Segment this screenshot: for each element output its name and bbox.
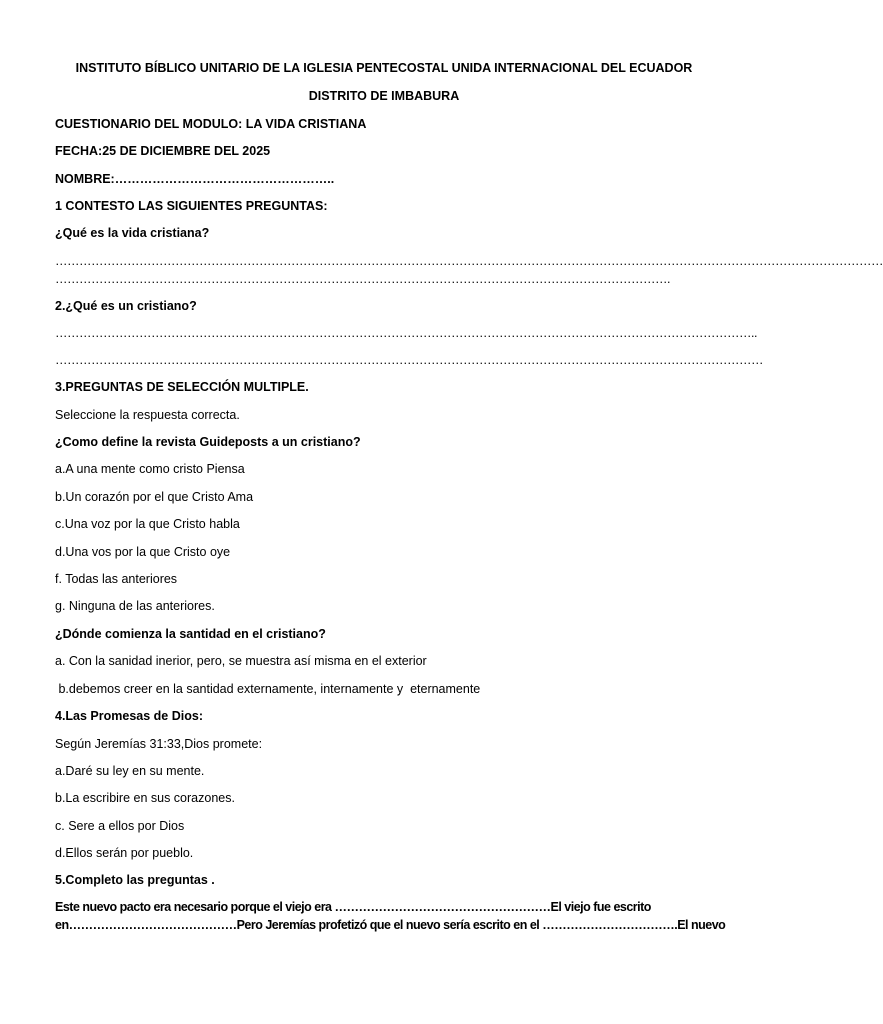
completion-line: Este nuevo pacto era necesario porque el viejo era ………………………………………………El viejo fue escrito bbox=[55, 900, 651, 914]
option-item: a.A una mente como cristo Piensa bbox=[55, 462, 245, 476]
section3-title: 3.PREGUNTAS DE SELECCIÓN MULTIPLE. bbox=[55, 380, 309, 394]
answer-line: ……………………………………………………………………………………………………………………………………………………………………………………… bbox=[55, 254, 883, 268]
option-item: b.debemos creer en la santidad externamente, internamente y eternamente bbox=[55, 682, 481, 696]
section4-intro: Según Jeremías 31:33,Dios promete: bbox=[55, 737, 263, 751]
name-field: NOMBRE:…………………………………………….. bbox=[55, 172, 335, 186]
section4-title: 4.Las Promesas de Dios: bbox=[55, 709, 203, 723]
district-title: DISTRITO DE IMBABURA bbox=[308, 89, 460, 103]
section1-title: 1 CONTESTO LAS SIGUIENTES PREGUNTAS: bbox=[55, 199, 328, 213]
option-item: c. Sere a ellos por Dios bbox=[55, 819, 185, 833]
completion-line: en……………………………………Pero Jeremías profetizó que el nuevo sería escrito en el …………………………….El nuevo bbox=[55, 918, 726, 932]
institution-title: INSTITUTO BÍBLICO UNITARIO DE LA IGLESIA PENTECOSTAL UNIDA INTERNACIONAL DEL ECUADOR bbox=[75, 61, 693, 75]
option-item: c.Una voz por la que Cristo habla bbox=[55, 517, 240, 531]
questionnaire-title: CUESTIONARIO DEL MODULO: LA VIDA CRISTIANA bbox=[55, 117, 367, 131]
option-item: a. Con la sanidad inerior, pero, se muestra así misma en el exterior bbox=[55, 654, 427, 668]
date-field: FECHA:25 DE DICIEMBRE DEL 2025 bbox=[55, 144, 271, 158]
question-guideposts: ¿Como define la revista Guideposts a un cristiano? bbox=[55, 435, 361, 449]
answer-line: ………………………………………………………………………………………………………………………………………………………….. bbox=[55, 326, 757, 340]
option-item: a.Daré su ley en su mente. bbox=[55, 764, 205, 778]
section5-title: 5.Completo las preguntas . bbox=[55, 873, 215, 887]
option-item: b.Un corazón por el que Cristo Ama bbox=[55, 490, 254, 504]
option-item: b.La escribire en sus corazones. bbox=[55, 791, 235, 805]
option-item: d.Ellos serán por pueblo. bbox=[55, 846, 194, 860]
section3-instruction: Seleccione la respuesta correcta. bbox=[55, 408, 240, 422]
option-item: d.Una vos por la que Cristo oye bbox=[55, 545, 231, 559]
question-cristiano: 2.¿Qué es un cristiano? bbox=[55, 299, 197, 313]
option-item: f. Todas las anteriores bbox=[55, 572, 178, 586]
question-vida-cristiana: ¿Qué es la vida cristiana? bbox=[55, 226, 210, 240]
option-item: g. Ninguna de las anteriores. bbox=[55, 599, 215, 613]
answer-line: ………………………………………………………………………………………………………………………………………. bbox=[55, 272, 670, 286]
question-santidad: ¿Dónde comienza la santidad en el cristiano? bbox=[55, 627, 326, 641]
answer-line: …………………………………………………………………………………………………………………………………………………………… bbox=[55, 353, 763, 367]
